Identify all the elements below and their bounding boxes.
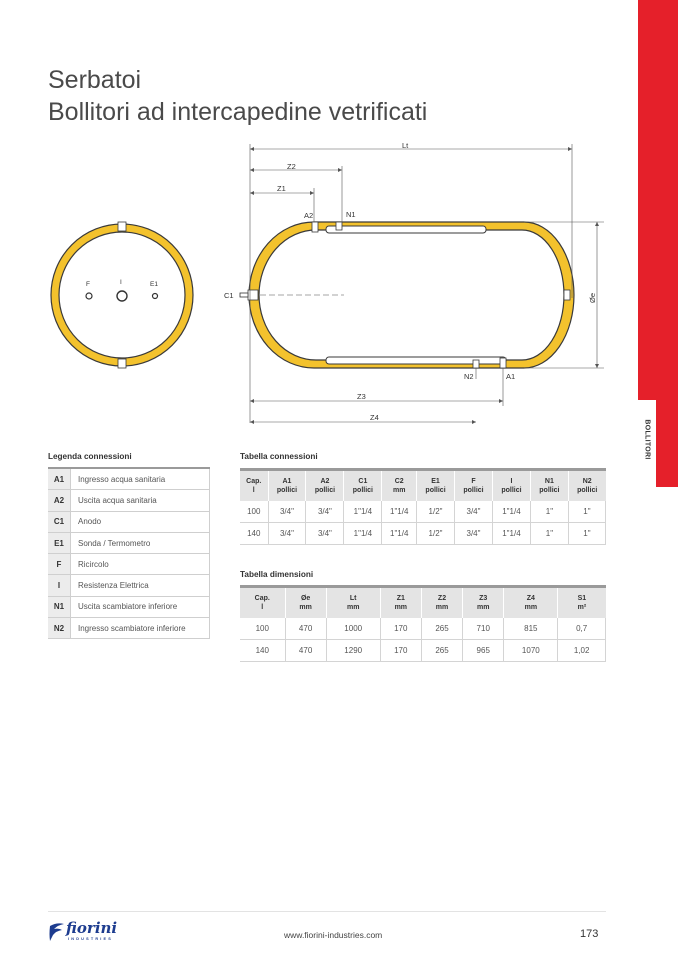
table-cell: 1"1/4: [492, 501, 530, 523]
front-label-i: I: [120, 279, 122, 286]
title-line-1: Serbatoi: [48, 66, 142, 94]
column-header: [285, 587, 326, 619]
table-cell: 1"1/4: [344, 523, 382, 545]
dim-z2: Z2: [287, 162, 296, 171]
table-row: [240, 523, 606, 545]
column-header: [417, 470, 455, 502]
header-line-2: pollici: [276, 487, 298, 494]
header-line-1: E1: [431, 478, 440, 485]
legend-row: [48, 575, 210, 596]
website-link[interactable]: www.fiorini-industries.com: [284, 930, 383, 940]
table-cell: 3/4": [268, 501, 306, 523]
legend-desc: Ricircolo: [71, 554, 210, 575]
header-line-2: mm: [435, 604, 449, 611]
dim-z3: Z3: [357, 392, 366, 401]
table-cell: 1070: [504, 640, 558, 662]
header-line-2: pollici: [352, 487, 373, 494]
legend-desc: Uscita scambiatore inferiore: [71, 596, 210, 617]
column-header: [455, 470, 493, 502]
header-line-1: Z2: [437, 595, 447, 602]
table-cell: 1/2": [417, 501, 455, 523]
column-header: [240, 470, 268, 502]
header-line-1: C1: [358, 478, 368, 485]
table-cell: 3/4": [306, 523, 344, 545]
connections-table: [240, 468, 606, 545]
legend-row: [48, 511, 210, 532]
label-a1: A1: [506, 372, 516, 381]
header-line-1: C2: [394, 478, 404, 485]
table-cell: 265: [421, 618, 462, 640]
label-n2: N2: [464, 372, 474, 381]
header-line-1: I: [510, 478, 513, 485]
brand-sub: INDUSTRIES: [68, 937, 113, 941]
table-cell: 100: [240, 501, 268, 523]
legend-code: I: [48, 575, 71, 596]
column-header: [268, 470, 306, 502]
table-cell: 1"1/4: [382, 523, 417, 545]
column-header: [240, 587, 285, 619]
header-line-2: l: [261, 604, 264, 611]
table-cell: 1290: [326, 640, 380, 662]
dim-z4: Z4: [370, 413, 379, 422]
column-header: [380, 587, 421, 619]
legend-row: [48, 468, 210, 490]
header-line-2: mm: [524, 604, 538, 611]
header-line-1: F: [471, 478, 476, 485]
legend-code: F: [48, 554, 71, 575]
column-header: [421, 587, 462, 619]
legend-desc: Anodo: [71, 511, 210, 532]
header-line-1: Cap.: [254, 595, 270, 602]
header-line-1: Øe: [300, 595, 311, 602]
header-line-1: N1: [544, 478, 554, 485]
header-line-2: mm: [299, 604, 312, 611]
header-line-2: pollici: [577, 487, 598, 494]
header-line-1: Z3: [479, 595, 488, 602]
table-cell: 1"1/4: [344, 501, 382, 523]
table-cell: 3/4": [455, 501, 493, 523]
header-line-2: pollici: [539, 487, 560, 494]
table-cell: 470: [285, 618, 326, 640]
table-cell: 965: [463, 640, 504, 662]
column-header: [326, 587, 380, 619]
table-cell: 1"1/4: [382, 501, 417, 523]
table-cell: 1"1/4: [492, 523, 530, 545]
table-row: [240, 618, 606, 640]
legend-desc: Ingresso scambiatore inferiore: [71, 618, 210, 639]
side-tab: [638, 400, 656, 487]
dimensions-title: Tabella dimensioni: [240, 570, 314, 579]
header-line-1: S1: [577, 595, 587, 602]
legend-row: [48, 490, 210, 511]
header-line-2: mm: [346, 604, 360, 611]
side-view: [224, 141, 604, 424]
header-line-2: mm: [392, 487, 406, 494]
label-a2: A2: [304, 211, 314, 220]
column-header: [306, 470, 344, 502]
table-cell: 1": [568, 523, 605, 545]
dimensions-table: [240, 585, 606, 662]
header-line-1: A1: [282, 478, 292, 485]
legend-code: A2: [48, 490, 71, 511]
title-line-2: Bollitori ad intercapedine vetrificati: [48, 98, 428, 126]
legend-table: [48, 467, 210, 639]
table-cell: 140: [240, 640, 285, 662]
column-header: [492, 470, 530, 502]
table-cell: 1": [568, 501, 605, 523]
column-header: [344, 470, 382, 502]
label-c1: C1: [224, 291, 234, 300]
table-cell: 1,02: [558, 640, 606, 662]
brand-mark-icon: [48, 920, 66, 942]
column-header: [568, 470, 605, 502]
brand-name: fiorini: [66, 919, 118, 937]
page-number: 173: [580, 928, 599, 940]
legend-title: Legenda connessioni: [48, 452, 132, 461]
legend-row: [48, 618, 210, 639]
header-line-2: pollici: [425, 487, 446, 494]
dim-z1: Z1: [277, 184, 286, 193]
legend-code: A1: [48, 468, 71, 490]
header-line-2: pollici: [463, 487, 484, 494]
side-tab-label: BOLLITORI: [643, 419, 651, 460]
table-cell: 470: [285, 640, 326, 662]
legend-row: [48, 532, 210, 553]
front-view: [51, 222, 193, 368]
header-line-1: Z1: [396, 595, 405, 602]
page-title: [48, 64, 427, 128]
column-header: [558, 587, 606, 619]
header-line-2: mm: [477, 604, 490, 611]
brand-logo: [48, 921, 130, 945]
header-line-1: Lt: [349, 595, 357, 602]
legend-code: C1: [48, 511, 71, 532]
table-cell: 1/2": [417, 523, 455, 545]
label-n1: N1: [346, 210, 356, 219]
table-cell: 1": [530, 501, 568, 523]
table-row: [240, 501, 606, 523]
table-cell: 3/4": [306, 501, 344, 523]
header-line-2: pollici: [501, 487, 522, 494]
header-line-2: mm: [394, 604, 408, 611]
dim-lt: Lt: [402, 141, 409, 150]
header-line-2: l: [252, 487, 255, 494]
header-line-1: Z4: [526, 595, 535, 602]
dim-diameter: Øe: [588, 292, 597, 303]
legend-code: N1: [48, 596, 71, 617]
connections-title: Tabella connessioni: [240, 452, 318, 461]
table-cell: 0,7: [558, 618, 606, 640]
header-line-1: A2: [320, 478, 330, 485]
table-cell: 3/4": [455, 523, 493, 545]
table-cell: 710: [463, 618, 504, 640]
legend-desc: Resistenza Elettrica: [71, 575, 210, 596]
legend-code: N2: [48, 618, 71, 639]
front-label-f: F: [86, 281, 90, 288]
table-cell: 1000: [326, 618, 380, 640]
header-line-1: Cap.: [246, 478, 262, 485]
header-line-2: m²: [577, 604, 587, 611]
column-header: [463, 587, 504, 619]
table-row: [240, 640, 606, 662]
table-cell: 140: [240, 523, 268, 545]
header-line-2: pollici: [314, 487, 336, 494]
column-header: [382, 470, 417, 502]
legend-code: E1: [48, 532, 71, 553]
legend-desc: Uscita acqua sanitaria: [71, 490, 210, 511]
footer-divider: [48, 911, 606, 912]
header-line-1: N2: [582, 478, 592, 485]
column-header: [504, 587, 558, 619]
legend-row: [48, 554, 210, 575]
technical-drawing: [44, 138, 614, 428]
column-header: [530, 470, 568, 502]
legend-row: [48, 596, 210, 617]
table-cell: 1": [530, 523, 568, 545]
table-cell: 100: [240, 618, 285, 640]
table-cell: 815: [504, 618, 558, 640]
legend-desc: Ingresso acqua sanitaria: [71, 468, 210, 490]
table-cell: 170: [380, 618, 421, 640]
legend-desc: Sonda / Termometro: [71, 532, 210, 553]
table-cell: 170: [380, 640, 421, 662]
table-cell: 265: [421, 640, 462, 662]
table-cell: 3/4": [268, 523, 306, 545]
front-label-e1: E1: [150, 281, 158, 288]
